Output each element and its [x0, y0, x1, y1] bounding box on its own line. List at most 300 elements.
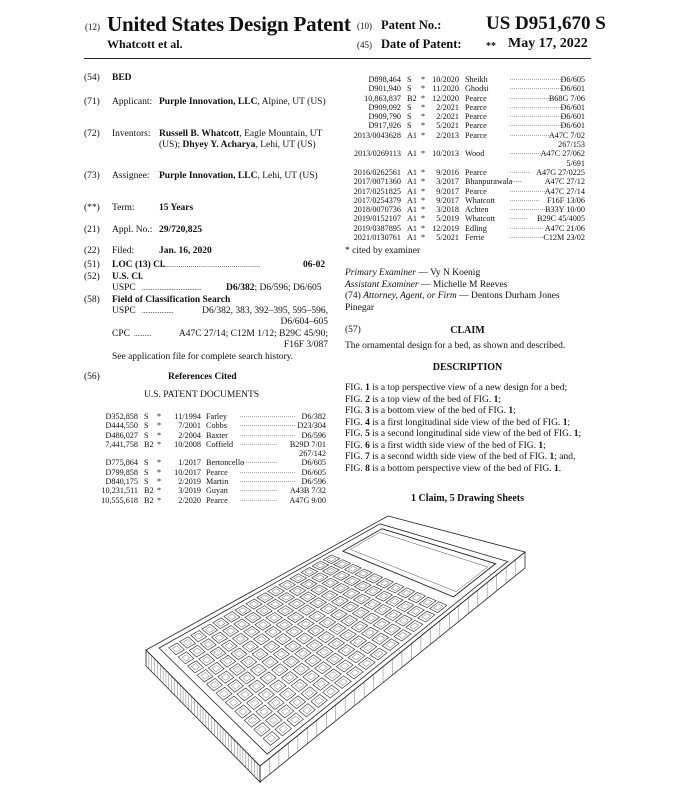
- inventors-label: Inventors:: [112, 129, 151, 139]
- ref-k: S: [144, 458, 149, 468]
- reference-row: [98, 468, 326, 477]
- uspc-search-value: D6/382, 383, 392–395, 595–596, D6/604–605: [202, 306, 328, 328]
- fig-text: 1: [573, 429, 579, 439]
- reference-continuation: [345, 140, 585, 149]
- examiners-block: [345, 268, 590, 314]
- figure-description: [345, 383, 590, 395]
- ref-num: 2017/0071360: [353, 177, 401, 187]
- ref-name: Pearce: [465, 121, 487, 131]
- fig-text: is a first width side view of the bed of FIG.: [369, 440, 539, 451]
- bed-drawing: [146, 516, 525, 782]
- ref-num: D909,092: [368, 102, 401, 112]
- ref-date: 3/2017: [436, 177, 459, 187]
- ref-cls: C12M 23/02: [543, 233, 585, 243]
- appl-no-value: 29/720,825: [159, 225, 203, 235]
- fig-text: ;: [578, 429, 582, 439]
- reference-row: [345, 149, 585, 158]
- ref-name: Pearce: [465, 130, 487, 140]
- ref-k: S: [407, 102, 412, 112]
- figure-description: [345, 395, 590, 407]
- figure-description: [345, 464, 590, 476]
- ref-name: Ferrie: [465, 233, 485, 243]
- ref-cls: D6/605: [301, 467, 326, 477]
- filed-value: Jan. 16, 2020: [159, 246, 212, 256]
- ref-date: 2/2013: [436, 130, 459, 140]
- inventor-1: Russell B. Whatcott: [159, 129, 240, 139]
- ref-cls: A47C 7/02: [548, 130, 585, 140]
- leader-dots: ..........: [134, 330, 152, 338]
- ref-name: Ghodsi: [465, 84, 489, 94]
- fig-text: 1: [549, 452, 555, 462]
- header-rule: [84, 58, 591, 59]
- fig-text: ;: [498, 394, 501, 405]
- ref-date: 10/2017: [174, 467, 201, 477]
- leader-dots: ..................: [142, 307, 174, 315]
- figure-description: [345, 429, 590, 441]
- fig-text: is a top view of the bed of FIG.: [369, 394, 494, 405]
- uspc-label: USPC: [112, 306, 136, 316]
- ref-num: D898,464: [368, 75, 401, 84]
- ref-num: D840,175: [105, 477, 138, 487]
- cited-by-examiner-note: * cited by examiner: [345, 246, 421, 256]
- ref-date: 2/2019: [178, 477, 201, 487]
- ref-cls: A47G 27/0225: [536, 167, 585, 177]
- uspc-primary: D6/382: [226, 283, 255, 293]
- reference-row: [98, 440, 326, 449]
- reference-row: [345, 168, 585, 177]
- ref-dots: ...................: [240, 487, 278, 494]
- ref-k: A1: [407, 186, 418, 196]
- code: (56): [84, 372, 100, 382]
- reference-row: [345, 196, 585, 205]
- assistant-examiner-label: Assistant Examiner: [345, 279, 419, 290]
- ref-name: Pearce: [206, 495, 228, 505]
- fig-text: 1: [493, 394, 499, 405]
- ref-s: *: [421, 84, 426, 94]
- fig-text: 5: [365, 429, 370, 439]
- filed-label: Filed:: [112, 246, 135, 256]
- fig-text: 1: [508, 406, 514, 416]
- ref-name: Whatcott: [465, 195, 496, 205]
- inventors-short: Whatcott et al.: [107, 37, 183, 51]
- ref-cls: F16F 13/06: [547, 195, 585, 205]
- code: (72): [84, 129, 100, 139]
- ref-date: 11/2020: [432, 84, 459, 94]
- ref-cls: D6/601: [560, 121, 585, 131]
- ref-cls: A47C 27/062: [540, 149, 585, 159]
- ref-name: Whatcott: [465, 214, 496, 224]
- ref-name: Sheikh: [465, 75, 488, 84]
- ref-k: S: [144, 467, 149, 477]
- ref-cls-cont: 267/142: [299, 449, 326, 459]
- ref-num: D444,550: [105, 421, 138, 431]
- ref-num: 10,863,837: [364, 93, 401, 103]
- fig-text: FIG.: [345, 394, 366, 405]
- ref-date: 7/2001: [178, 421, 201, 431]
- ref-date: 9/2016: [436, 167, 459, 177]
- reference-row: [345, 233, 585, 242]
- ref-cls-cont: 5/691: [566, 158, 585, 168]
- code-45: (45): [357, 40, 372, 50]
- attorney-line: [345, 291, 590, 314]
- reference-row: [345, 94, 585, 103]
- ref-cls: A43B 7/32: [289, 486, 326, 496]
- primary-examiner-line: [345, 268, 590, 280]
- inventor-1-loc: , Eagle Mountain, UT (US);: [159, 129, 323, 151]
- reference-continuation: [345, 159, 585, 168]
- code: (22): [84, 246, 100, 256]
- ref-name: Farley: [206, 412, 227, 421]
- reference-row: [98, 496, 326, 505]
- ref-dots: ............................: [240, 468, 296, 475]
- fig-text: 1: [553, 463, 559, 474]
- ref-s: *: [421, 233, 426, 243]
- ref-name: Bhanpurawala: [465, 177, 513, 187]
- ref-dots: ...........................: [510, 122, 564, 129]
- fig-text: ;: [543, 440, 546, 451]
- reference-row: [345, 75, 585, 84]
- fig-text: .: [558, 463, 562, 474]
- ref-name: Baxter: [206, 430, 228, 440]
- ref-name: Pearce: [465, 93, 487, 103]
- ref-num: D486,027: [105, 430, 138, 440]
- reference-row: [98, 412, 326, 421]
- ref-s: *: [157, 421, 162, 431]
- ref-s: *: [421, 93, 426, 103]
- figure-description: [345, 406, 590, 418]
- code-10: (10): [357, 21, 372, 31]
- figure-descriptions: [345, 383, 590, 475]
- ref-date: 2/2004: [178, 430, 201, 440]
- ref-cls: D6/605: [301, 458, 326, 468]
- ref-date: 3/2019: [178, 486, 201, 496]
- ref-cls: D6/596: [301, 430, 326, 440]
- claim-code: (57): [345, 325, 361, 335]
- ref-num: D799,858: [105, 467, 138, 477]
- fig-text: FIG.: [345, 440, 366, 451]
- ref-name: Edling: [465, 223, 487, 233]
- reference-row: [345, 121, 585, 130]
- ref-cls: D6/382: [301, 412, 326, 421]
- reference-row: [345, 103, 585, 112]
- ref-num: 2016/0262561: [353, 167, 401, 177]
- ref-num: 10,231,511: [101, 486, 138, 496]
- fig-text: 3: [365, 406, 370, 416]
- ref-dots: ..........: [510, 168, 530, 175]
- figure-description: [345, 441, 590, 453]
- ref-dots: ...................: [510, 187, 548, 194]
- ref-date: 9/2017: [436, 195, 459, 205]
- inventor-2-loc: , Lehi, UT (US): [255, 140, 316, 151]
- inventor-2: Dhyey Y. Acharya: [182, 140, 256, 151]
- ref-dots: ...........................: [510, 103, 564, 110]
- primary-examiner-label: Primary Examiner: [345, 268, 416, 278]
- fig-text: 2: [365, 394, 370, 405]
- code: (73): [84, 171, 100, 181]
- code: (52): [84, 272, 100, 282]
- ref-dots: ...................: [240, 440, 278, 447]
- code: (21): [84, 225, 100, 235]
- fig-text: is a bottom view of the bed of FIG.: [369, 406, 509, 416]
- leader-dots: ................................................: [162, 261, 261, 269]
- code: (74): [345, 291, 364, 301]
- ref-k: A1: [407, 149, 418, 159]
- ref-k: A1: [407, 167, 418, 177]
- ref-s: *: [421, 195, 426, 205]
- ref-name: Guyan: [206, 486, 228, 496]
- ref-date: 10/2008: [174, 439, 201, 449]
- ref-k: A1: [407, 130, 418, 140]
- ref-k: A1: [407, 205, 418, 215]
- ref-name: Wood: [465, 149, 485, 159]
- ref-date: 3/2018: [436, 205, 459, 215]
- ref-dots: ............................: [240, 422, 296, 429]
- field-search-label: Field of Classification Search: [112, 295, 231, 305]
- reference-row: [345, 224, 585, 233]
- assignee-name: Purple Innovation, LLC: [159, 171, 258, 181]
- us-cl-label: U.S. Cl.: [112, 272, 144, 282]
- ref-s: *: [421, 177, 426, 187]
- ref-s: *: [421, 186, 426, 196]
- ref-num: 2021/0130761: [353, 233, 401, 243]
- patent-no-label: Patent No.:: [381, 18, 442, 32]
- primary-examiner: — Vy N Koenig: [415, 268, 481, 278]
- ref-num: 2013/0043628: [353, 130, 401, 140]
- ref-date: 12/2020: [432, 93, 459, 103]
- ref-k: B2: [144, 439, 154, 449]
- ref-dots: ............................: [240, 478, 296, 485]
- fig-text: is a top perspective view of a new design for a bed;: [369, 383, 568, 393]
- ref-num: D352,858: [105, 412, 138, 421]
- fig-text: FIG.: [345, 452, 366, 462]
- ref-cls: D6/605: [560, 75, 585, 84]
- reference-row: [345, 84, 585, 93]
- ref-s: *: [421, 205, 426, 215]
- cpc-label: CPC: [112, 329, 130, 339]
- refs-cited-label: References Cited: [168, 372, 237, 382]
- ref-num: 2017/0254379: [353, 195, 401, 205]
- ref-dots: ......: [510, 178, 522, 185]
- ref-k: S: [144, 477, 149, 487]
- fig-text: ;: [567, 417, 571, 428]
- ref-num: D917,926: [368, 121, 401, 131]
- ref-dots: ...................: [240, 496, 278, 503]
- ref-num: D901,940: [368, 84, 401, 94]
- ref-s: *: [421, 102, 426, 112]
- ref-cls: D6/601: [560, 84, 585, 94]
- ref-num: D775,864: [105, 458, 138, 468]
- ref-k: A1: [407, 214, 418, 224]
- ref-s: *: [157, 486, 162, 496]
- ref-num: 2013/0269113: [353, 149, 401, 159]
- ref-s: *: [421, 149, 426, 159]
- assistant-examiner: — Michelle M Reeves: [418, 279, 508, 290]
- search-history-note: See application file for complete search history.: [112, 352, 294, 362]
- ref-dots: .....................: [510, 131, 552, 138]
- ref-s: *: [157, 439, 162, 449]
- ref-num: 2018/0070736: [353, 205, 401, 215]
- ref-dots: ...................: [240, 459, 278, 466]
- leader-dots: ..................................: [142, 284, 202, 292]
- ref-date: 1/2017: [178, 458, 201, 468]
- reference-row: [345, 205, 585, 214]
- ref-num: 2019/0387895: [353, 223, 401, 233]
- ref-cls: B68G 7/06: [548, 93, 585, 103]
- ref-name: Bertoncello: [206, 458, 245, 468]
- ref-date: 5/2019: [436, 214, 459, 224]
- ref-k: S: [144, 421, 149, 431]
- ref-k: B2: [144, 495, 154, 505]
- reference-continuation: [98, 449, 326, 458]
- ref-cls: A47G 9/00: [289, 495, 326, 505]
- reference-row: [345, 187, 585, 196]
- code: (**): [84, 203, 100, 213]
- ref-s: *: [421, 75, 426, 84]
- patent-type-title: United States Design Patent: [107, 12, 351, 36]
- ref-k: A1: [407, 177, 418, 187]
- ref-name: Coffield: [206, 439, 234, 449]
- ref-date: 9/2017: [436, 186, 459, 196]
- assistant-examiner-line: [345, 280, 590, 292]
- code: (58): [84, 295, 100, 305]
- fig-text: 8: [365, 463, 370, 474]
- applicant-location: , Alpine, UT (US): [257, 97, 326, 107]
- fig-text: is a second longitudinal side view of the bed of FIG.: [369, 429, 574, 439]
- ref-s: *: [421, 167, 426, 177]
- bed-perspective-figure: [140, 512, 540, 786]
- ref-dots: .................: [510, 224, 544, 231]
- reference-row: [345, 177, 585, 186]
- date-star: **: [486, 41, 496, 52]
- figure-description: [345, 418, 590, 430]
- code: (54): [84, 73, 100, 83]
- ref-dots: .................: [510, 234, 544, 241]
- term-value: 15 Years: [159, 203, 194, 213]
- ref-name: Pearce: [465, 102, 487, 112]
- ref-date: 12/2019: [432, 223, 459, 233]
- applicant-label: Applicant:: [112, 97, 153, 107]
- ref-k: B2: [407, 93, 417, 103]
- applicant-value: [159, 97, 327, 108]
- patent-number: US D951,670 S: [486, 13, 606, 34]
- ref-s: *: [421, 130, 426, 140]
- reference-row: [98, 421, 326, 430]
- ref-date: 11/1994: [174, 412, 201, 421]
- ref-cls: D23/304: [297, 421, 326, 431]
- ref-date: 2/2021: [436, 112, 459, 122]
- cpc-value: A47C 27/14; C12M 1/12; B29C 45/90; F16F 3/087: [178, 329, 328, 351]
- ref-cls: D6/601: [560, 112, 585, 122]
- ref-dots: ............................: [240, 413, 296, 419]
- assignee-value: [159, 171, 327, 182]
- claim-heading: CLAIM: [450, 325, 485, 336]
- fig-text: FIG.: [345, 383, 366, 393]
- ref-date: 2/2021: [436, 102, 459, 112]
- ref-num: 10,555,618: [101, 495, 138, 505]
- ref-cls: D6/596: [301, 477, 326, 487]
- ref-dots: ...................: [510, 150, 548, 157]
- reference-row: [345, 214, 585, 223]
- ref-dots: ...............: [510, 196, 540, 203]
- ref-name: Martin: [206, 477, 229, 487]
- ref-date: 10/2013: [432, 149, 459, 159]
- ref-s: *: [157, 477, 162, 487]
- ref-k: S: [407, 84, 412, 94]
- fig-text: 1: [538, 440, 544, 451]
- ref-cls: A47C 27/14: [544, 186, 585, 196]
- loc-value: 06-02: [303, 260, 326, 270]
- ref-date: 2/2020: [178, 495, 201, 505]
- ref-dots: .........: [510, 215, 528, 222]
- date-label: Date of Patent:: [381, 37, 462, 51]
- ref-s: *: [157, 430, 162, 440]
- reference-row: [98, 477, 326, 486]
- ref-s: *: [421, 214, 426, 224]
- uspc-secondary: ; D6/596; D6/605: [254, 283, 322, 293]
- ref-s: *: [421, 223, 426, 233]
- claim-text: The ornamental design for a bed, as shown and described.: [345, 341, 566, 351]
- ref-cls-cont: 267/153: [558, 140, 585, 150]
- fig-text: is a bottom perspective view of the bed of FIG.: [369, 463, 554, 474]
- fig-text: 6: [365, 440, 370, 451]
- reference-row: [98, 431, 326, 440]
- ref-name: Pearce: [465, 167, 487, 177]
- ref-k: S: [144, 430, 149, 440]
- fig-text: 1: [365, 383, 370, 393]
- ref-cls: D6/601: [560, 102, 585, 112]
- fig-text: 7: [365, 452, 370, 462]
- term-label: Term:: [112, 203, 135, 213]
- fig-text: 4: [365, 417, 370, 428]
- applicant-name: Purple Innovation, LLC: [159, 97, 258, 107]
- ref-s: *: [157, 458, 162, 468]
- ref-s: *: [157, 467, 162, 477]
- fig-text: 1: [562, 417, 568, 428]
- code: (51): [84, 260, 100, 270]
- attorney-label: Attorney, Agent, or Firm: [363, 291, 457, 301]
- ref-dots: ...........................: [510, 85, 564, 92]
- ref-k: S: [407, 112, 412, 122]
- ref-num: 2017/0251825: [353, 186, 401, 196]
- ref-num: 2019/0152107: [353, 214, 401, 224]
- ref-dots: ...........................: [510, 76, 564, 82]
- figure-description: [345, 452, 590, 464]
- reference-row: [98, 486, 326, 495]
- ref-cls: B29D 7/01: [289, 439, 326, 449]
- us-patent-docs-heading: U.S. PATENT DOCUMENTS: [144, 390, 260, 400]
- reference-row: [98, 458, 326, 467]
- fig-text: FIG.: [345, 406, 366, 416]
- ref-dots: ...........................: [510, 113, 564, 120]
- ref-name: Achten: [465, 205, 489, 215]
- assignee-label: Assignee:: [112, 171, 150, 181]
- ref-cls: B33Y 10/00: [545, 205, 585, 215]
- claim-summary: 1 Claim, 5 Drawing Sheets: [410, 493, 525, 504]
- ref-k: A1: [407, 195, 418, 205]
- ref-cls: A47C 21/06: [544, 223, 585, 233]
- ref-cls: A47C 27/12: [544, 177, 585, 187]
- ref-date: 5/2021: [436, 233, 459, 243]
- fig-text: FIG.: [345, 417, 366, 428]
- description-heading: DESCRIPTION: [432, 362, 503, 373]
- ref-dots: ............................: [240, 431, 296, 438]
- fig-text: ;: [513, 406, 516, 416]
- ref-s: *: [421, 112, 426, 122]
- ref-date: 5/2021: [436, 121, 459, 131]
- ref-s: *: [421, 121, 426, 131]
- ref-s: *: [157, 495, 162, 505]
- appl-no-label: Appl. No.:: [112, 225, 153, 235]
